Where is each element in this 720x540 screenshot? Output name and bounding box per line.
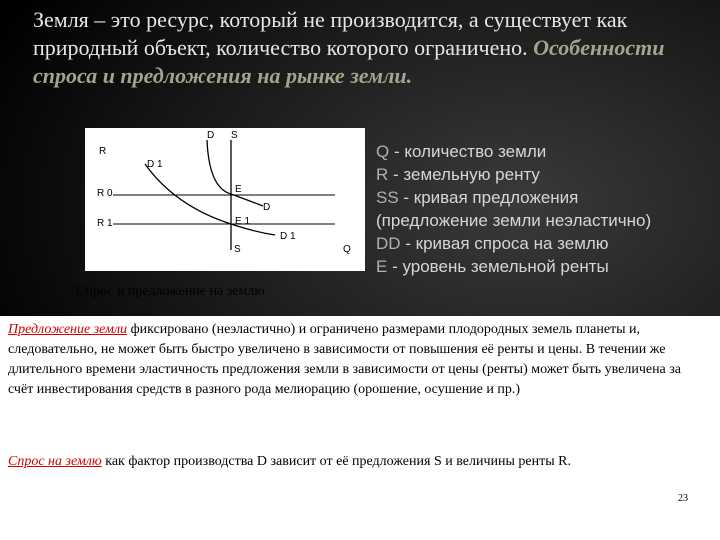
term-supply: Предложение земли	[8, 322, 128, 337]
paragraph-demand-text: как фактор производства D зависит от её предложения S и величины ренты R.	[101, 454, 571, 469]
legend-row: (предложение земли неэластично)	[376, 211, 652, 230]
paragraph-demand	[8, 452, 708, 472]
label-d1-right: D 1	[280, 231, 296, 242]
text-panel	[0, 316, 720, 540]
label-e1: E 1	[235, 216, 251, 227]
title-main: Земля – это ресурс, который не производится, а существует как природный объект, количество которого ограничено.	[33, 7, 628, 60]
label-d1-left: D 1	[147, 159, 163, 170]
page-number: 23	[678, 493, 688, 504]
label-r1: R 1	[97, 218, 113, 229]
label-d-top: D	[207, 130, 215, 141]
legend-row: Q - количество земли	[376, 142, 547, 161]
label-e: E	[235, 184, 242, 195]
legend-row: R - земельную ренту	[376, 165, 540, 184]
title-highlight: Особенности спроса и предложения на рынке земли.	[33, 35, 665, 88]
legend-row: E - уровень земельной ренты	[376, 257, 609, 276]
term-demand: Спрос на землю	[8, 454, 102, 469]
label-s-top: S	[231, 130, 238, 141]
diagram-svg	[85, 128, 365, 271]
slide-title	[33, 6, 683, 90]
legend-row: DD - кривая спроса на землю	[376, 234, 609, 253]
diagram-caption: Спрос и предложение на землю	[76, 284, 265, 299]
legend	[376, 140, 716, 278]
label-s-bottom: S	[234, 244, 241, 255]
paragraph-supply-text: фиксировано (неэластично) и ограничено размерами плодородных земель планеты и, следовательно, не может быть быстро увеличено в зависимости от повышения её ренты и цены. В течении же длительного времени эластичность предложения земли в зависимости от цены (ренты) может быть увеличена за счёт инвестирования средств в разного рода мелиорацию (орошение, осушение и пр.)	[8, 322, 682, 397]
demand-curve-d	[207, 140, 263, 206]
label-r: R	[99, 146, 107, 157]
label-d-right: D	[263, 202, 271, 213]
legend-row: SS - кривая предложения	[376, 188, 579, 207]
paragraph-supply	[8, 320, 708, 400]
supply-demand-diagram	[85, 128, 365, 271]
label-q: Q	[343, 244, 351, 255]
label-r0: R 0	[97, 188, 113, 199]
